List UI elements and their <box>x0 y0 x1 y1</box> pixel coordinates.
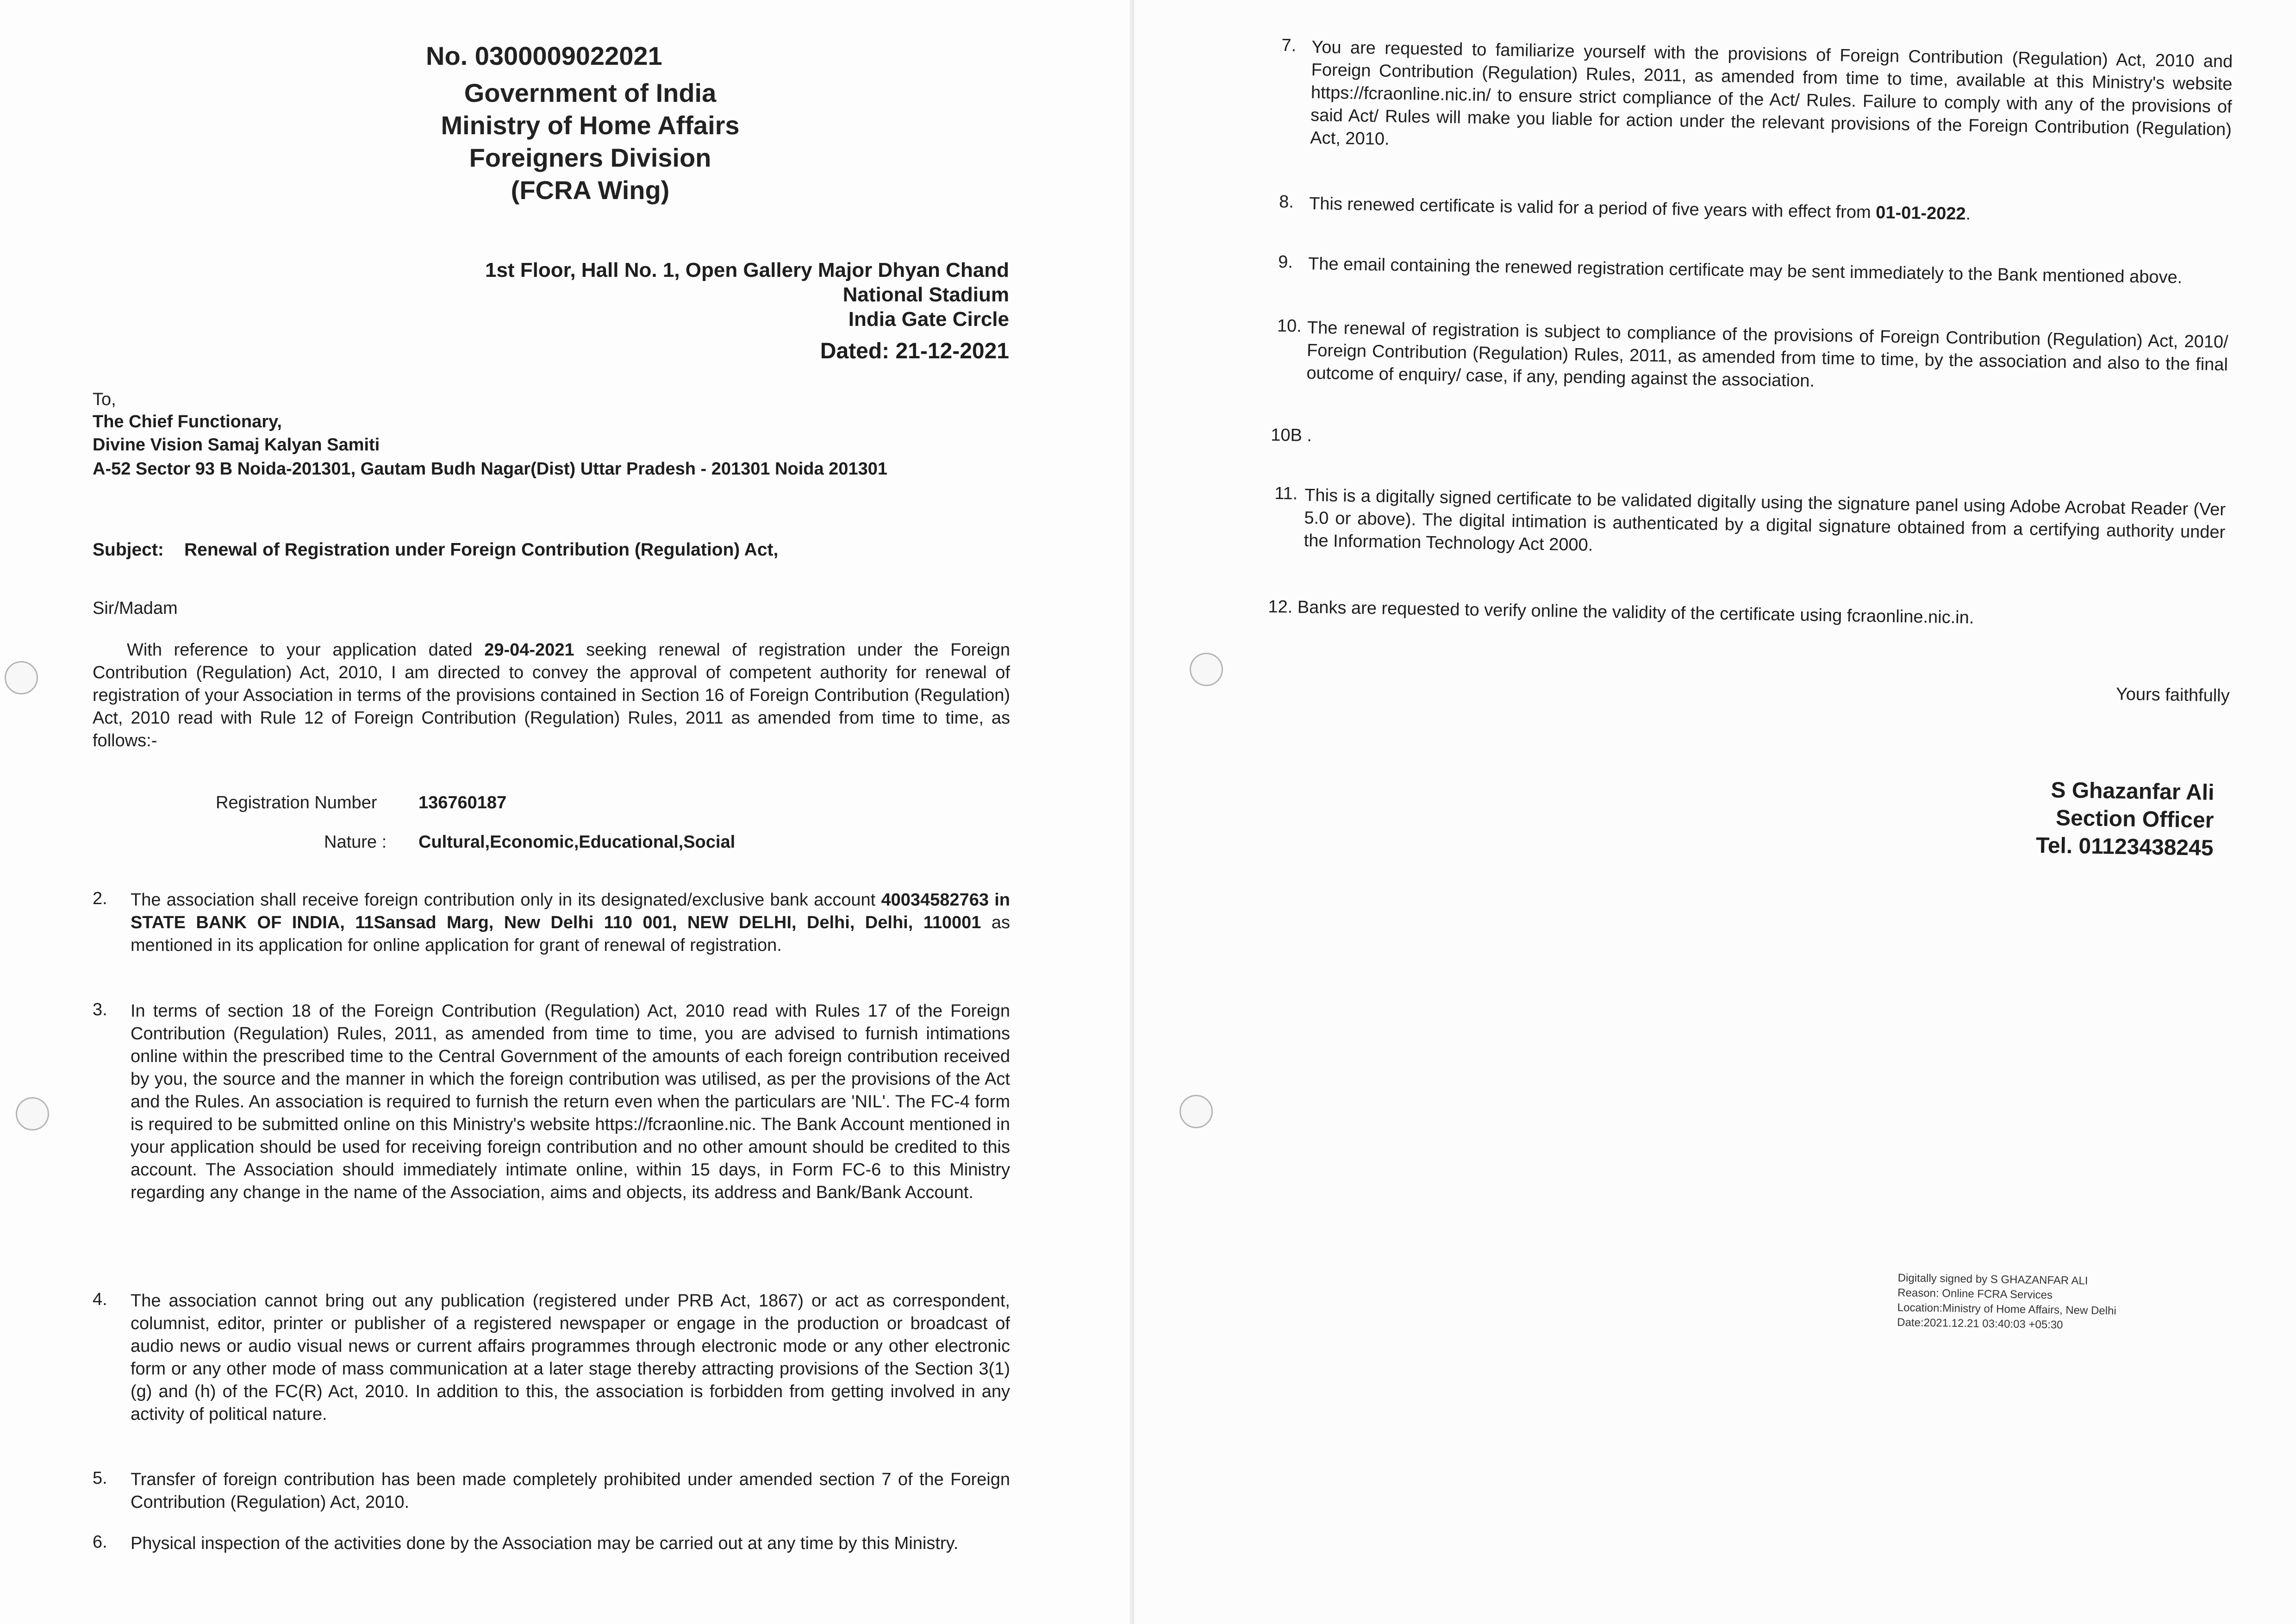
subject-text: Renewal of Registration under Foreign Contribution (Regulation) Act, <box>184 540 779 560</box>
punch-hole <box>16 1097 49 1131</box>
left-page <box>0 0 1134 1624</box>
recipient-line-2: Divine Vision Samaj Kalyan Samiti <box>93 435 380 455</box>
intro-text-2: seeking renewal of registration under the Foreign Contribution (Regulation) Act, 2010, I am directed to convey the approval of competent authority for renewal of registration of your Association in terms of the provisions contained in Section 16 of Foreign Contribution (Regulation) Act, 2010 read with Rule 12 of Foreign Contribution (Regulation) Rules, 2011 as amended from time to time, as follows:- <box>93 640 1010 750</box>
para-4-number: 4. <box>93 1290 107 1309</box>
para-5-text: Transfer of foreign contribution has been made completely prohibited under amended section 7 of the Foreign Contribution (Regulation) Act, 2010. <box>131 1470 1010 1512</box>
para-8-end: . <box>1965 204 1971 224</box>
subject-label: Subject: <box>93 540 164 560</box>
punch-hole <box>5 661 38 694</box>
intro-paragraph <box>93 639 1010 752</box>
para-10b-number: 10B . <box>1270 425 1312 446</box>
office-address-line-2: National Stadium <box>842 283 1009 306</box>
para-8-text: This renewed certificate is valid for a period of five years with effect from <box>1309 194 1876 223</box>
office-address-line-3: India Gate Circle <box>848 308 1009 331</box>
salutation: Sir/Madam <box>93 599 178 618</box>
header-wing: (FCRA Wing) <box>511 175 670 205</box>
intro-text-1: With reference to your application dated <box>127 640 485 660</box>
digital-signature-block <box>1897 1271 2117 1333</box>
para-12-text: 12. Banks are requested to verify online the validity of the certificate using fcraonline.nic.in. <box>1268 597 1974 628</box>
letter-number: No. 0300009022021 <box>426 41 662 70</box>
para-10-text: The renewal of registration is subject to compliance of the provisions of Foreign Contribution (Regulation) Act, 2010/ Foreign Contribution (Regulation) Rules, 2011, as amended from time to time, by the association and also to the final outcome of enquiry/ case, if any, pending against the association. <box>1306 318 2229 391</box>
para-6-text: Physical inspection of the activities done by the Association may be carried out at any time by this Ministry. <box>131 1534 959 1553</box>
header-government: Government of India <box>464 78 717 107</box>
recipient-line-1: The Chief Functionary, <box>93 412 282 431</box>
para-2-text-2: as mentioned in its application for online application for grant of renewal of registration. <box>131 913 1010 955</box>
para-2 <box>131 889 1010 957</box>
right-page <box>1134 0 2296 1624</box>
para-9-number: 9. <box>1278 252 1293 272</box>
para-11-number: 11. <box>1274 483 1298 504</box>
para-7-number: 7. <box>1281 36 1297 56</box>
digital-signature-line-4: Date:2021.12.21 03:40:03 +05:30 <box>1897 1316 2063 1331</box>
para-7-text: You are requested to familiarize yourself with the provisions of Foreign Contribution (Regulation) Act, 2010 and Foreign Contribution (Regulation) Rules, 2011, as amended from time to time, available at this Ministry's website https://fcraonline.nic.in/ to ensure strict compliance of the Act/ Rules. Failure to comply with any of the provisions of said Act/ Rules will make you liable for action under the relevant provisions of the Foreign Contribution (Regulation) Act, 2010. <box>1310 37 2233 149</box>
registration-number-label: Registration Number <box>216 793 377 812</box>
para-3-number: 3. <box>93 1000 107 1019</box>
bank-account-details: 40034582763 in STATE BANK OF INDIA, 11Sansad Marg, New Delhi 110 001, NEW DELHI, Delhi, Delhi, 110001 <box>131 890 1010 932</box>
validity-start-date: 01-01-2022 <box>1875 203 1966 224</box>
para-8 <box>1309 193 2231 230</box>
digital-signature-line-1: Digitally signed by S GHAZANFAR ALI <box>1897 1271 2088 1287</box>
recipient-line-3: A-52 Sector 93 B Noida-201301, Gautam Budh Nagar(Dist) Uttar Pradesh - 201301 Noida 201301 <box>93 459 887 479</box>
para-2-text-1: The association shall receive foreign contribution only in its designated/exclusive bank account <box>131 890 881 910</box>
para-9-text: The email containing the renewed registration certificate may be sent immediately to the Bank mentioned above. <box>1308 254 2183 287</box>
header-division: Foreigners Division <box>469 143 711 172</box>
right-page-content <box>1134 0 2296 1624</box>
para-3-text: In terms of section 18 of the Foreign Contribution (Regulation) Act, 2010 read with Rules 17 of the Foreign Contribution (Regulation) Rules, 2011, as amended from time to time, you are advised to furnish intimations online within the prescribed time to the Central Government of the amounts of each foreign contribution received by you, the source and the manner in which the foreign contribution was utilised, as per the provisions of the Act and the Rules. An association is required to furnish the return even when the particulars are 'NIL'. The FC-4 form is required to be submitted online on this Ministry's website https://fcraonline.nic. The Bank Account mentioned in your application should be used for receiving foreign contribution and no other amount should be credited to this account. The Association should immediately intimate online, within 15 days, in Form FC-6 to this Ministry regarding any change in the name of the Association, aims and objects, its address and Bank/Bank Account. <box>131 1001 1010 1202</box>
digital-signature-line-2: Reason: Online FCRA Services <box>1897 1286 2053 1302</box>
para-4-text: The association cannot bring out any publication (registered under PRB Act, 1867) or act as correspondent, columnist, editor, printer or publisher of a registered newspaper or engage in the production or broadcast of audio news or audio visual news or current affairs programmes through electronic mode or any other electronic form or any other mode of mass communication at a later stage thereby attracting provisions of the Section 3(1) (g) and (h) of the FC(R) Act, 2010. In addition to this, the association is forbidden from getting involved in any activity of political nature. <box>131 1291 1010 1424</box>
para-5-number: 5. <box>93 1468 107 1488</box>
nature-label: Nature : <box>324 832 387 852</box>
recipient-to: To, <box>93 390 116 409</box>
para-10-number: 10. <box>1277 316 1302 336</box>
closing-yours-faithfully: Yours faithfully <box>2115 684 2230 706</box>
para-11-text: This is a digitally signed certificate to be validated digitally using the signature panel using Adobe Acrobat Reader (Ver 5.0 or above). The digital intimation is authenticated by a digital signature obtained from a certifying authority under the Information Technology Act 2000. <box>1304 485 2226 555</box>
para-8-number: 8. <box>1279 192 1294 212</box>
para-6-number: 6. <box>93 1532 107 1552</box>
para-2-number: 2. <box>93 889 107 908</box>
header-ministry: Ministry of Home Affairs <box>441 111 740 140</box>
office-address-line-1: 1st Floor, Hall No. 1, Open Gallery Major Dhyan Chand <box>485 259 1009 281</box>
registration-number-value: 136760187 <box>418 793 507 812</box>
signatory-title: Section Officer <box>2055 806 2214 833</box>
application-date: 29-04-2021 <box>484 640 574 660</box>
nature-value: Cultural,Economic,Educational,Social <box>418 832 736 852</box>
signatory-phone: Tel. 01123438245 <box>2035 833 2214 861</box>
signatory-name: S Ghazanfar Ali <box>2051 778 2215 805</box>
digital-signature-line-3: Location:Ministry of Home Affairs, New Delhi <box>1897 1301 2116 1318</box>
letter-date: Dated: 21-12-2021 <box>820 339 1009 363</box>
